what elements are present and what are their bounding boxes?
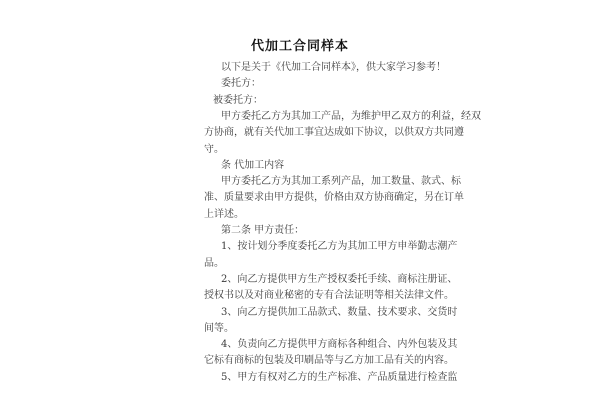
list-item-line: 2、向乙方提供甲方生产授权委托手续、商标注册证、 xyxy=(221,273,458,285)
paragraph-line: 准、质量要求由甲方提供，价格由双方协商确定，另在订单 xyxy=(204,192,464,204)
list-item-line: 1、按计划分季度委托乙方为其加工甲方申举勤志潮产 xyxy=(221,241,458,253)
paragraph-line: 甲方委托乙方为其加工系列产品，加工数量、款式、标 xyxy=(221,176,461,188)
list-item-line: 品。 xyxy=(204,257,224,269)
list-item-line: 授权书以及对商业秘密的专有合法证明等相关法律文件。 xyxy=(204,290,454,302)
paragraph-line: 上详述。 xyxy=(204,208,244,220)
paragraph-line: 守。 xyxy=(204,143,224,155)
paragraph-line: 方协商，就有关代加工事宜达成如下协议，以供双方共同遵 xyxy=(204,127,464,139)
client-label: 委托方： xyxy=(221,78,261,90)
document-title: 代加工合同样本 xyxy=(250,39,349,54)
intro-line: 以下是关于《代加工合同样本》，供大家学习参考！ xyxy=(221,62,446,73)
list-item-line: 间等。 xyxy=(204,322,234,334)
paragraph-line: 甲方委托乙方为其加工产品，为维护甲乙双方的利益，经双 xyxy=(221,110,481,122)
contractor-label: 被委托方： xyxy=(213,94,263,106)
section-heading: 第二条 甲方责任： xyxy=(221,225,305,236)
list-item-line: 5、甲方有权对乙方的生产标准、产品质量进行检查监 xyxy=(221,371,458,383)
list-item-line: 3、向乙方提供加工品款式、数量、技术要求、交货时 xyxy=(221,306,458,318)
list-item-line: 4、负责向乙方提供甲方商标各种组合、内外包装及其 xyxy=(221,339,458,351)
section-heading: 条 代加工内容 xyxy=(221,159,285,171)
list-item-line: 它标有商标的包装及印刷品等与乙方加工品有关的内容。 xyxy=(204,355,454,367)
